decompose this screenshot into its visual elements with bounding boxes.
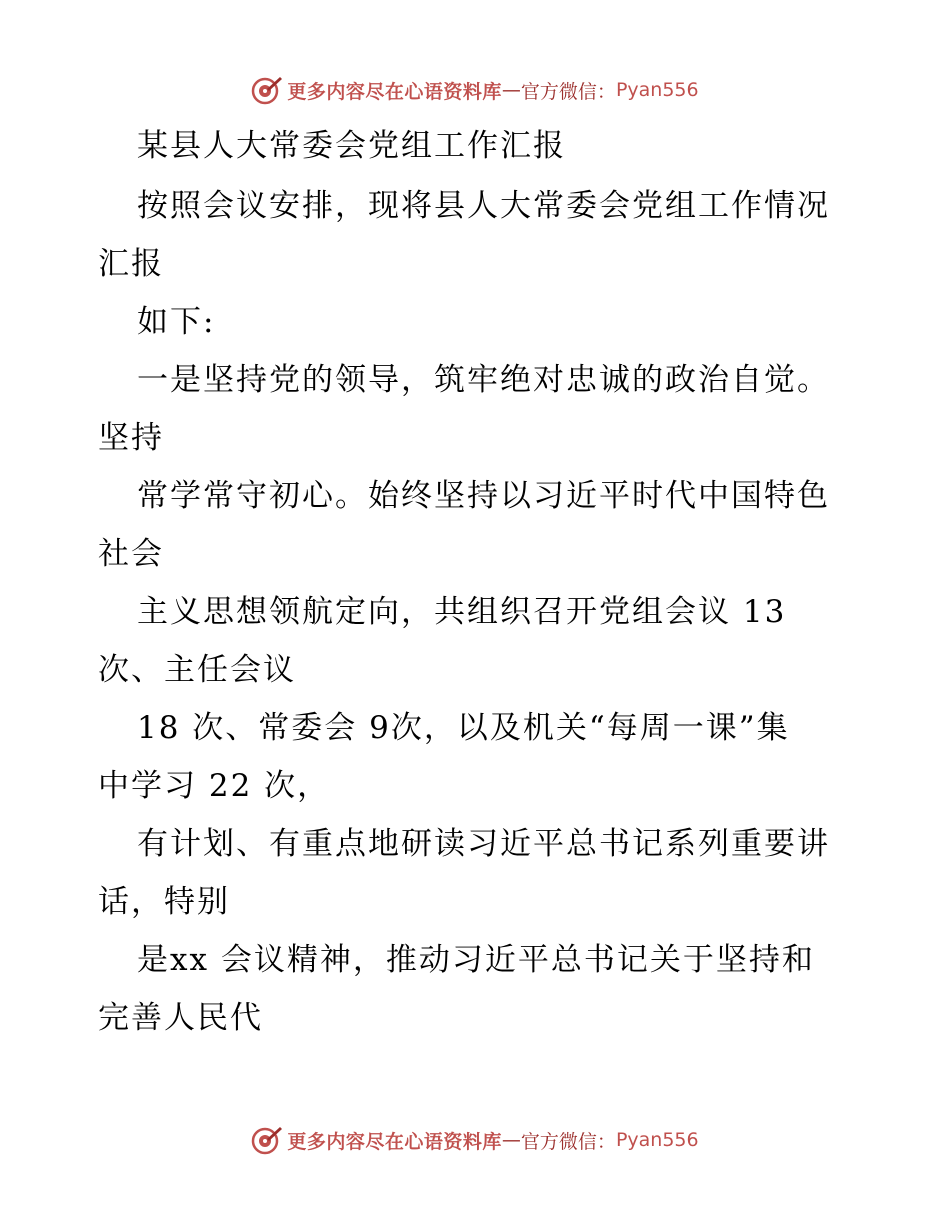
paragraph-line: 汇报 <box>98 246 164 282</box>
paragraph-line: 次、主任会议 <box>98 652 296 688</box>
watermark-main-text: 更多内容尽在心语资料库 <box>287 80 502 103</box>
paragraph-line: 话，特别 <box>98 884 230 920</box>
paragraph-line: 中学习 22 次， <box>98 768 331 804</box>
paragraph-line: 主义思想领航定向，共组织召开党组会议 13 <box>137 594 787 630</box>
paragraph-line: 如下: <box>137 304 216 340</box>
paragraph-line: 一是坚持党的领导，筑牢绝对忠诚的政治自觉。 <box>137 362 830 398</box>
paragraph-line: 完善人民代 <box>98 1000 263 1036</box>
document-title: 某县人大常委会党组工作汇报 <box>137 128 566 164</box>
paragraph-line: 按照会议安排，现将县人大常委会党组工作情况 <box>137 188 830 224</box>
watermark-contact-id: Pyan556 <box>615 79 699 101</box>
paragraph-line: 常学常守初心。始终坚持以习近平时代中国特色 <box>137 478 830 514</box>
pen-logo-icon <box>251 74 283 106</box>
header-watermark <box>0 70 950 110</box>
watermark-main-text: 更多内容尽在心语资料库 <box>287 1130 502 1153</box>
paragraph-line: 社会 <box>98 536 164 572</box>
paragraph-line: 有计划、有重点地研读习近平总书记系列重要讲 <box>137 826 830 862</box>
watermark-separator: — <box>501 79 521 101</box>
paragraph-line: 是xx 会议精神，推动习近平总书记关于坚持和 <box>137 942 815 978</box>
paragraph-line: 18 次、常委会 9次，以及机关“每周一课”集 <box>137 710 790 746</box>
watermark-separator: — <box>501 1129 521 1151</box>
footer-watermark <box>0 1120 950 1160</box>
watermark-contact-text: 官方微信： <box>520 80 616 103</box>
paragraph-line: 坚持 <box>98 420 164 456</box>
pen-logo-icon <box>251 1124 283 1156</box>
watermark-contact-text: 官方微信： <box>520 1130 616 1153</box>
watermark-contact-id: Pyan556 <box>615 1129 699 1151</box>
